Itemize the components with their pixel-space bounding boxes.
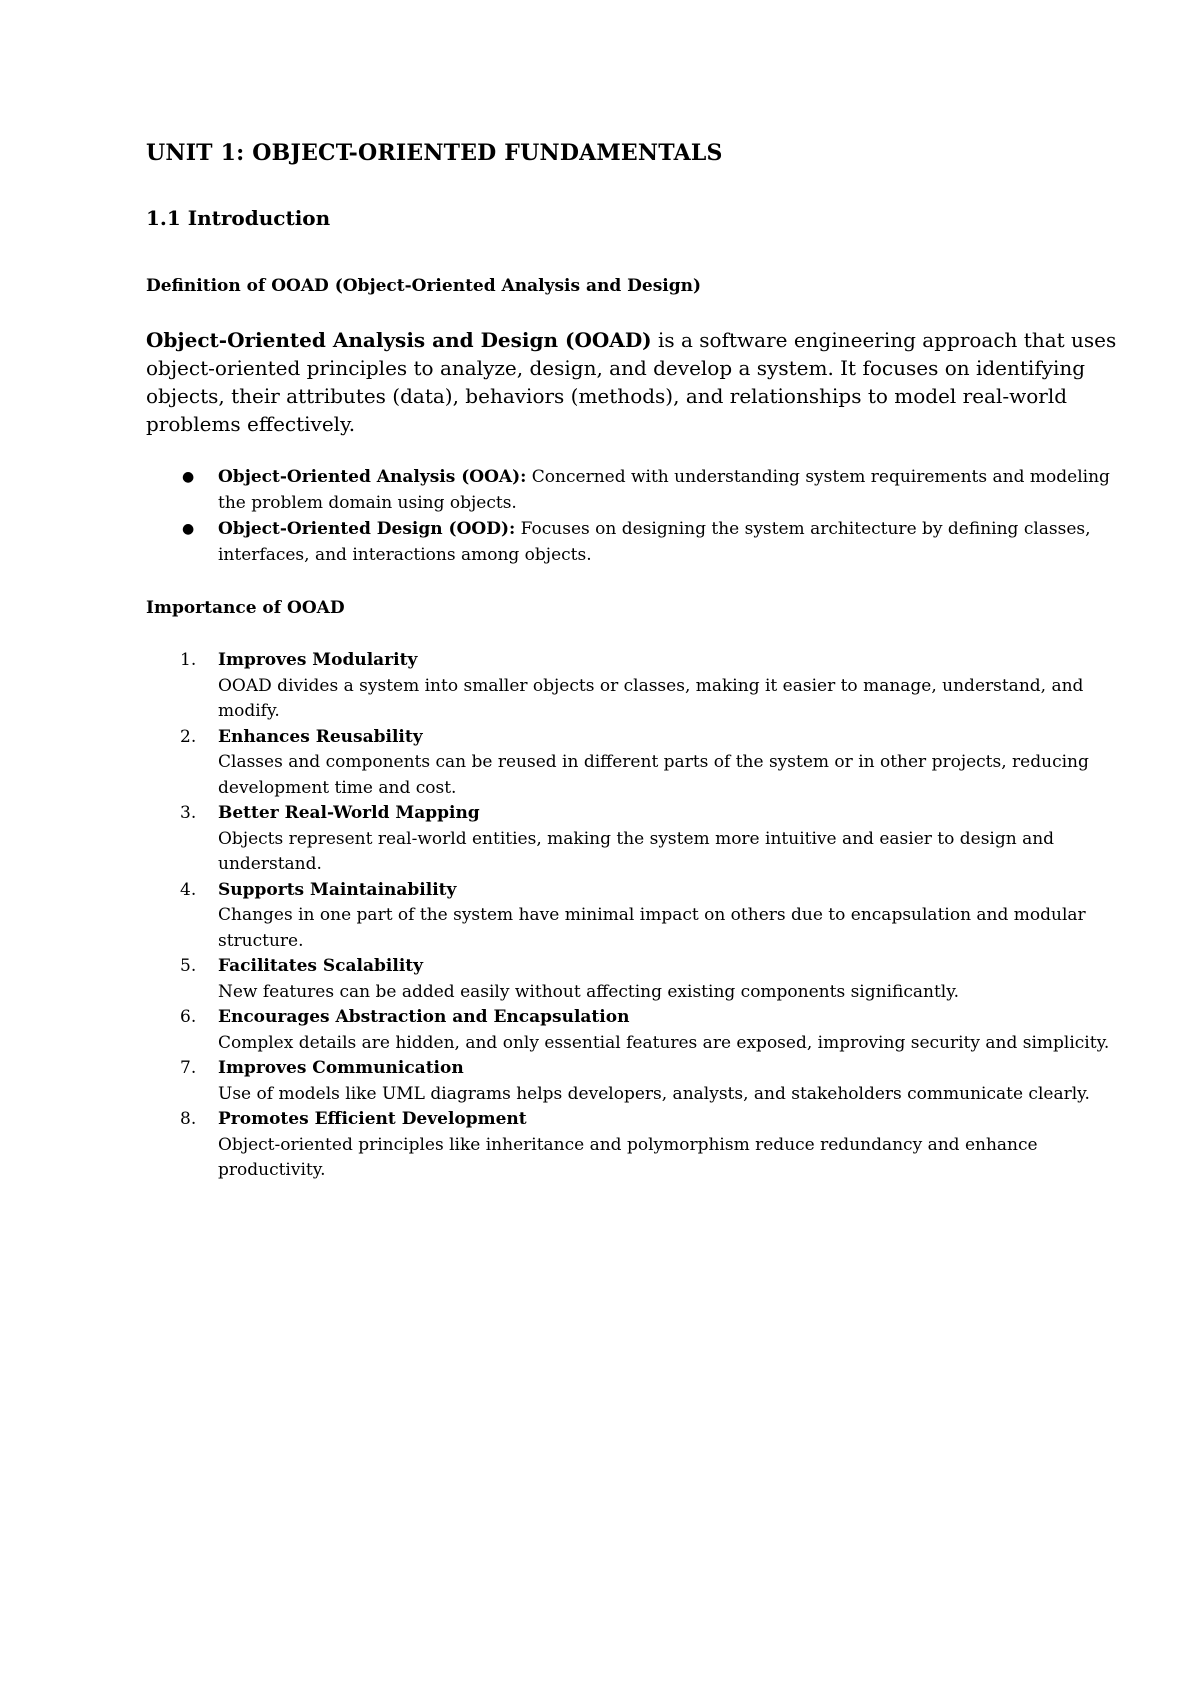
- item-number: 3.: [180, 803, 197, 823]
- list-item: [180, 954, 1136, 1005]
- list-item: [180, 648, 1136, 725]
- bullet-label: Object-Oriented Design (OOD):: [218, 519, 516, 539]
- definition-term: Object-Oriented Analysis and Design (OOAD): [146, 328, 652, 352]
- bullet-label: Object-Oriented Analysis (OOA):: [218, 467, 527, 487]
- bullet-icon: ●: [182, 521, 195, 537]
- definition-paragraph: [146, 326, 1136, 438]
- list-item: [180, 878, 1136, 955]
- definition-text: is a software engineering approach that uses object-oriented principles to analyze, design, and develop a system. It focuses on identifying objects, their attributes (data), behaviors (methods), and relationships to model real-world problems effectively.: [146, 328, 1117, 436]
- list-item: [180, 1005, 1136, 1056]
- bullet-text: Concerned with understanding system requirements and modeling the problem domain using objects.: [218, 467, 1110, 513]
- item-title: Facilitates Scalability: [218, 956, 424, 976]
- item-number: 5.: [180, 956, 197, 976]
- item-description: Changes in one part of the system have minimal impact on others due to encapsulation and modular structure.: [218, 905, 1086, 951]
- definition-bullet-list: [146, 464, 1136, 568]
- item-title: Better Real-World Mapping: [218, 803, 480, 823]
- bullet-text: Focuses on designing the system architecture by defining classes, interfaces, and interactions among objects.: [218, 519, 1091, 565]
- definition-heading: Definition of OOAD (Object-Oriented Analysis and Design): [146, 276, 702, 296]
- bullet-icon: ●: [182, 469, 195, 485]
- unit-title: UNIT 1: OBJECT-ORIENTED FUNDAMENTALS: [146, 140, 723, 166]
- item-title: Supports Maintainability: [218, 879, 457, 900]
- item-title: Improves Communication: [218, 1058, 464, 1078]
- list-item: [180, 1107, 1136, 1184]
- list-item: [182, 516, 1136, 568]
- list-item: [180, 1056, 1136, 1107]
- item-title: Improves Modularity: [218, 650, 418, 670]
- list-item: [180, 801, 1136, 878]
- item-description: Object-oriented principles like inheritance and polymorphism reduce redundancy and enhance productivity.: [218, 1134, 1038, 1180]
- importance-list: [146, 648, 1136, 1184]
- item-description: Objects represent real-world entities, making the system more intuitive and easier to design and understand.: [218, 828, 1055, 874]
- item-number: 1.: [180, 650, 197, 670]
- item-title: Encourages Abstraction and Encapsulation: [218, 1007, 630, 1027]
- document-page: [146, 140, 1136, 1184]
- item-description: OOAD divides a system into smaller objects or classes, making it easier to manage, understand, and modify.: [218, 675, 1084, 721]
- item-number: 8.: [180, 1109, 197, 1129]
- item-number: 2.: [180, 726, 197, 747]
- item-description: Classes and components can be reused in different parts of the system or in other projects, reducing development time and cost.: [218, 752, 1089, 798]
- list-item: [180, 725, 1136, 802]
- list-item: [182, 464, 1136, 516]
- item-number: 6.: [180, 1007, 197, 1027]
- item-title: Promotes Efficient Development: [218, 1109, 527, 1129]
- section-title: 1.1 Introduction: [146, 206, 331, 230]
- importance-heading: Importance of OOAD: [146, 598, 345, 618]
- item-number: 4.: [180, 879, 197, 900]
- item-description: Use of models like UML diagrams helps developers, analysts, and stakeholders communicate clearly.: [218, 1083, 1090, 1104]
- item-description: Complex details are hidden, and only essential features are exposed, improving security and simplicity.: [218, 1032, 1110, 1053]
- item-title: Enhances Reusability: [218, 726, 423, 747]
- item-description: New features can be added easily without affecting existing components significantly.: [218, 981, 959, 1002]
- item-number: 7.: [180, 1058, 197, 1078]
